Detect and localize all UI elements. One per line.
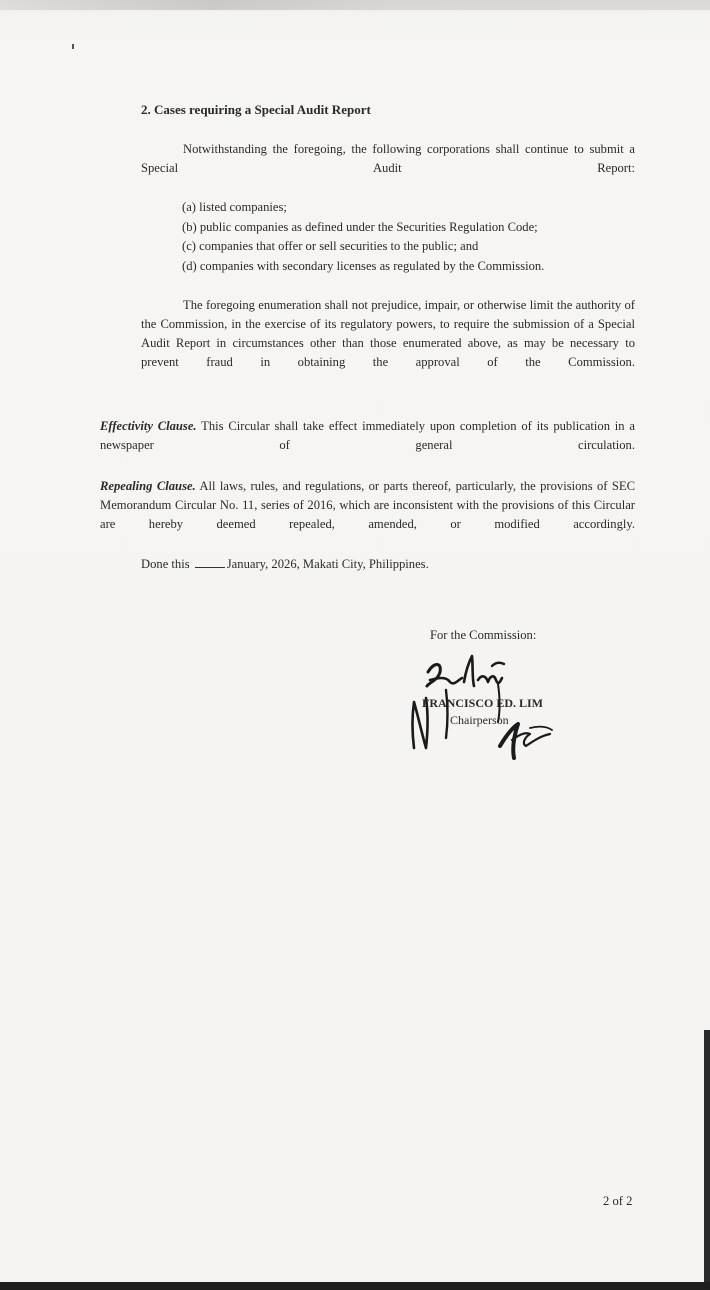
repealing-clause bbox=[100, 477, 635, 553]
handwritten-signature bbox=[400, 650, 580, 770]
list-item: (a) listed companies; bbox=[182, 200, 287, 214]
list-item: (b) public companies as defined under the Securities Regulation Code; bbox=[182, 219, 538, 234]
effectivity-clause-label: Effectivity Clause. bbox=[100, 419, 197, 433]
date-blank bbox=[195, 555, 225, 568]
scan-speck bbox=[72, 44, 74, 49]
signatory-name: FRANCISCO ED. LIM bbox=[422, 696, 544, 710]
list-item: (d) companies with secondary licenses as regulated by the Commission. bbox=[182, 258, 545, 273]
signatory-title: Chairperson bbox=[450, 713, 509, 727]
section-closing-text: The foregoing enumeration shall not prejudice, impair, or otherwise limit the authority of the Commission, in the exercise of its regulatory powers, to require the submission of a Special Audit Report in circumstances other than those enumerated above, as may be necessary to prevent fraud in obtaining the approval of the Commission. bbox=[141, 298, 635, 369]
section-heading: 2. Cases requiring a Special Audit Report bbox=[141, 102, 371, 117]
done-prefix: Done this bbox=[141, 557, 190, 571]
list-item: (c) companies that offer or sell securities to the public; and bbox=[182, 239, 479, 253]
effectivity-clause bbox=[100, 417, 635, 474]
repealing-clause-label: Repealing Clause. bbox=[100, 479, 196, 493]
scan-top-shadow bbox=[0, 0, 710, 10]
corporation-list bbox=[182, 198, 544, 276]
section-closing-paragraph bbox=[141, 296, 635, 391]
repealing-clause-text: All laws, rules, and regulations, or parts thereof, particularly, the provisions of SEC Memorandum Circular No. 11, series of 2016, which are inconsistent with the provisions of this Circular are hereby deemed repealed, amended, or modified accordingly. bbox=[100, 479, 635, 531]
done-suffix: January, 2026, Makati City, Philippines. bbox=[226, 557, 429, 571]
section-intro-text: Notwithstanding the foregoing, the following corporations shall continue to submit a Special Audit Report: bbox=[141, 142, 635, 175]
page-number: 2 of 2 bbox=[603, 1194, 633, 1208]
section-intro-paragraph bbox=[141, 140, 635, 197]
done-line bbox=[141, 555, 429, 574]
effectivity-clause-text: This Circular shall take effect immediately upon completion of its publication in a newspaper of general circulation. bbox=[100, 419, 636, 452]
scan-bottom-band bbox=[0, 1282, 710, 1290]
for-the-commission: For the Commission: bbox=[430, 628, 537, 642]
scan-right-edge bbox=[704, 1030, 710, 1282]
